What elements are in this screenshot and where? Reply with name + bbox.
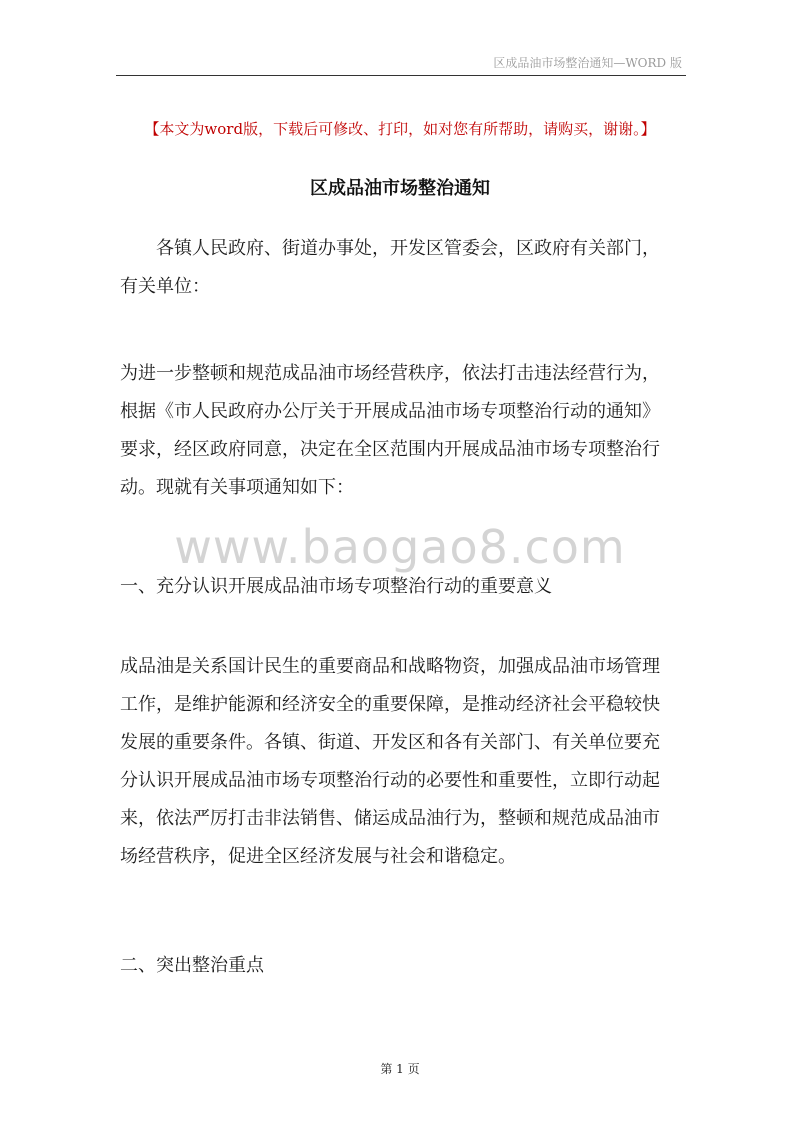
salutation-line: 各镇人民政府、街道办事处，开发区管委会，区政府有关部门， xyxy=(156,238,660,259)
section-1-line: 场经营秩序，促进全区经济发展与社会和谐稳定。 xyxy=(120,846,516,867)
section-heading-2: 二、突出整治重点 xyxy=(120,955,264,976)
section-1-line: 成品油是关系国计民生的重要商品和战略物资，加强成品油市场管理 xyxy=(120,656,660,677)
section-1-line: 工作，是维护能源和经济安全的重要保障，是推动经济社会平稳较快 xyxy=(120,694,660,715)
intro-line: 要求，经区政府同意，决定在全区范围内开展成品油市场专项整治行 xyxy=(120,439,660,460)
watermark-text: www.baogao8.com xyxy=(174,520,626,574)
section-1-line: 来，依法严厉打击非法销售、储运成品油行为，整顿和规范成品油市 xyxy=(120,808,660,829)
intro-paragraph xyxy=(120,355,685,507)
section-heading-1: 一、充分认识开展成品油市场专项整治行动的重要意义 xyxy=(120,576,552,597)
section-1-line: 分认识开展成品油市场专项整治行动的必要性和重要性，立即行动起 xyxy=(120,770,660,791)
running-header: 区成品油市场整治通知—WORD 版 xyxy=(493,56,682,70)
intro-line: 根据《市人民政府办公厅关于开展成品油市场专项整治行动的通知》 xyxy=(120,401,660,422)
header-divider xyxy=(116,75,686,76)
section-1-line: 发展的重要条件。各镇、街道、开发区和各有关部门、有关单位要充 xyxy=(120,732,660,753)
download-notice: 【本文为word版，下载后可修改、打印，如对您有所帮助，请购买，谢谢。】 xyxy=(144,120,656,138)
document-title: 区成品油市场整治通知 xyxy=(310,178,490,199)
intro-line: 动。现就有关事项通知如下： xyxy=(120,477,354,498)
section-1-paragraph xyxy=(120,648,685,876)
salutation-line: 有关单位： xyxy=(120,276,210,297)
salutation-paragraph xyxy=(120,230,685,306)
intro-line: 为进一步整顿和规范成品油市场经营秩序，依法打击违法经营行为， xyxy=(120,363,660,384)
page-number: 第 1 页 xyxy=(380,1062,420,1076)
